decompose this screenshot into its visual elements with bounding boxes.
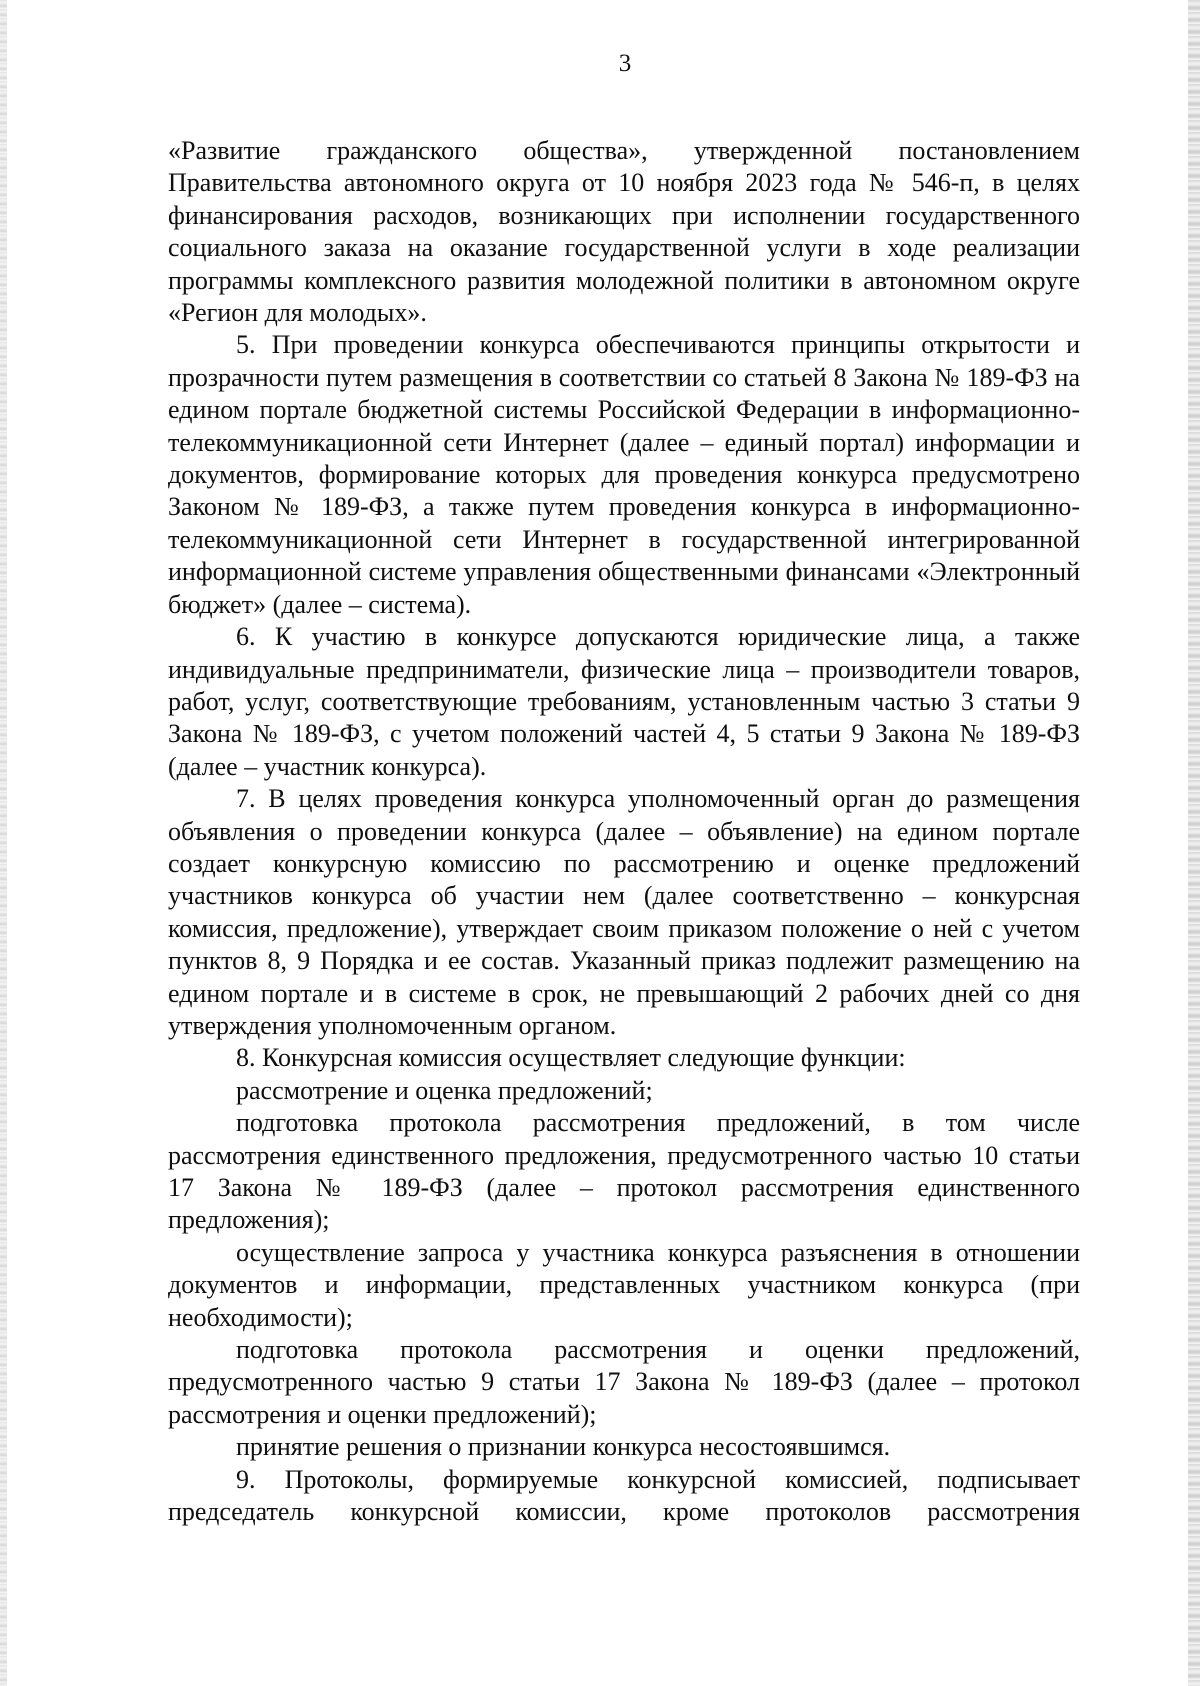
scan-edge-left xyxy=(0,0,7,1686)
function-item-review: рассмотрение и оценка предложений; xyxy=(236,1075,653,1105)
function-item-clarification: осуществление запроса у участника конкурса разъяснения в отношении документов и информации, представленных участником конкурса (при необходимости); xyxy=(168,1237,1080,1332)
paragraph-9-protocols: 9. Протоколы, формируемые конкурсной комиссией, подписывает председатель конкурсной комиссии, кроме протоколов рассмотрения xyxy=(168,1464,1080,1527)
scan-edge-right xyxy=(1188,0,1200,1686)
document-body xyxy=(168,135,1080,1528)
paragraph-7-commission: 7. В целях проведения конкурса уполномоченный орган до размещения объявления о проведении конкурса (далее – объявление) на едином портале создает конкурсную комиссию по рассмотрению и оценке предложений участников конкурса об участии нем (далее соответственно – конкурсная комиссия, предложение), утверждает своим приказом положение о ней с учетом пунктов 8, 9 Порядка и ее состав. Указанный приказ подлежит размещению на едином портале и в системе в срок, не превышающий 2 рабочих дней со дня утверждения уполномоченным органом. xyxy=(168,784,1080,1040)
function-item-failed-contest: принятие решения о признании конкурса несостоявшимся. xyxy=(236,1432,891,1462)
paragraph-8-functions: 8. Конкурсная комиссия осуществляет следующие функции: xyxy=(236,1043,906,1073)
page-number: 3 xyxy=(618,50,632,77)
paragraph-6-participants: 6. К участию в конкурсе допускаются юридические лица, а также индивидуальные предприниматели, физические лица – производители товаров, работ, услуг, соответствующие требованиям, установленным частью 3 статьи 9 Закона № 189-ФЗ, с учетом положений частей 4, 5 статьи 9 Закона № 189-ФЗ (далее – участник конкурса). xyxy=(168,622,1080,781)
paragraph-5-openness: 5. При проведении конкурса обеспечиваются принципы открытости и прозрачности путем размещения в соответствии со статьей 8 Закона № 189-ФЗ на едином портале бюджетной системы Российской Федерации в информационно-телекоммуникационной сети Интернет (далее – единый портал) информации и документов, формирование которых для проведения конкурса предусмотрено Законом № 189-ФЗ, а также путем проведения конкурса в информационно-телекоммуникационной сети Интернет в государственной интегрированной информационной системе управления общественными финансами «Электронный бюджет» (далее – система). xyxy=(168,330,1080,619)
function-item-protocol-evaluation: подготовка протокола рассмотрения и оценки предложений, предусмотренного частью 9 статьи 17 Закона № 189-ФЗ (далее – протокол рассмотрения и оценки предложений); xyxy=(168,1335,1080,1429)
function-item-protocol-review: подготовка протокола рассмотрения предложений, в том числе рассмотрения единственного предложения, предусмотренного частью 10 статьи 17 Закона № 189-ФЗ (далее – протокол рассмотрения единственного предложения); xyxy=(168,1108,1080,1235)
paragraph-program-continuation: «Развитие гражданского общества», утвержденной постановлением Правительства автономного округа от 10 ноября 2023 года № 546-п, в целях финансирования расходов, возникающих при исполнении государственного социального заказа на оказание государственной услуги в ходе реализации программы комплексного развития молодежной политики в автономном округе «Регион для молодых». xyxy=(168,136,1080,328)
